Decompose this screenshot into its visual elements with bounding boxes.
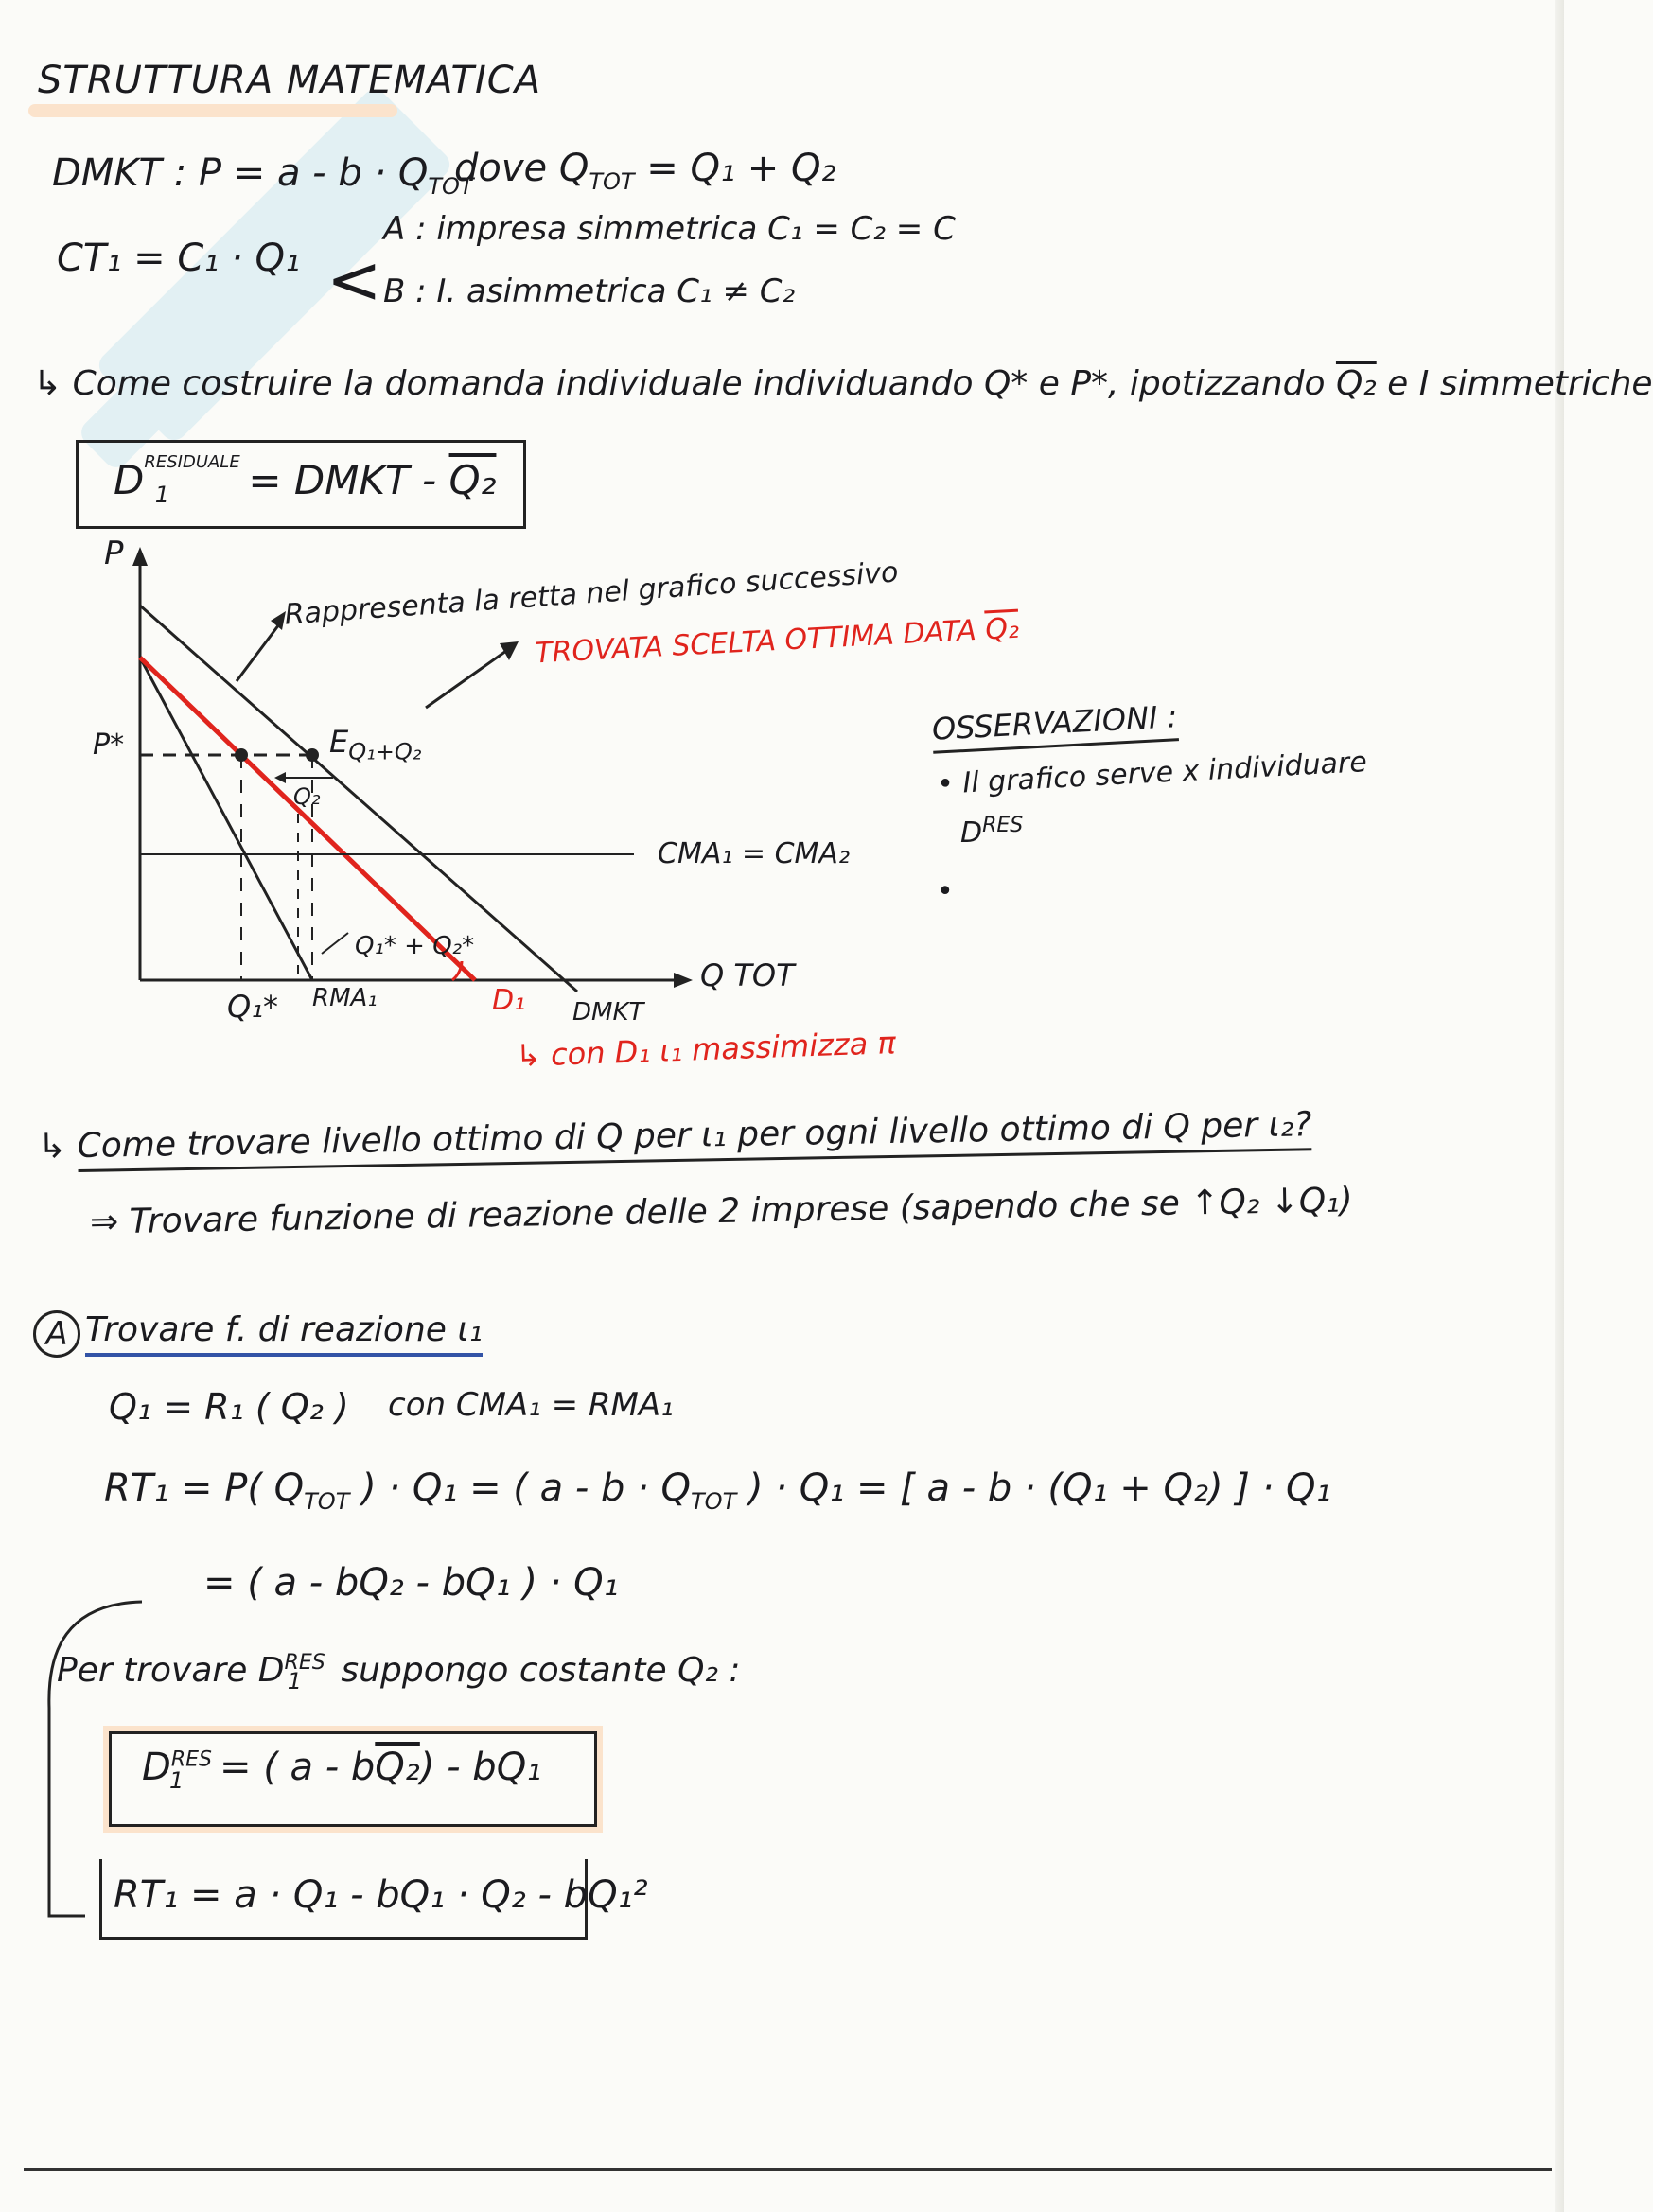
residual-demand-note: Per trovare $DRES_1$ suppongo costante Q₂ : [57, 1651, 741, 1695]
observation-2: • [937, 875, 954, 908]
cma-label: CMA₁ = CMA₂ [658, 837, 850, 870]
d1-maximizes-note: ↳ con D₁ ι₁ massimizza π [515, 1025, 897, 1074]
case-b: B : I. asimmetrica C₁ ≠ C₂ [383, 272, 796, 310]
axis-p-label: P [104, 535, 124, 572]
p-star-label: P* [93, 729, 125, 762]
rma1-line [140, 658, 312, 980]
residual-demand-formula-2: $DRES_1$ = ( a - bQ₂) - bQ₁ [142, 1746, 542, 1794]
how-to-build-demand: ↳ Come costruire la domanda individuale individuando Q* e P*, ipotizzando Q₂ e I simmetriche [33, 364, 1653, 403]
point-q1 [235, 748, 248, 762]
q1-star-label: Q₁* [227, 989, 279, 1025]
how-to-find-optimum: ↳ Come trovare livello ottimo di Q per ι₁ per ogni livello ottimo di Q per ι₂? [38, 1105, 1312, 1166]
q-sum-arrow [322, 933, 348, 954]
total-revenue-eq: RT₁ = P( $Q_{TOT}$ ) · Q₁ = ( $a - b \cdot Q_{TOT}$ ) · Q₁ = [ a - b · (Q₁ + Q₂) ] · Q₁ [104, 1466, 1331, 1515]
d1-label: D₁ [492, 984, 526, 1017]
trovata-note: TROVATA SCELTA OTTIMA DATA Q₂ [534, 611, 1020, 671]
demand-market-equation: DMKT : $P = a - b \cdot Q_{TOT}$ [52, 151, 474, 200]
section-a-marker: A [33, 1310, 80, 1358]
observations-title: OSSERVAZIONI : [931, 698, 1179, 754]
bracket-symbol: < [326, 241, 382, 319]
scan-edge [1555, 0, 1564, 2212]
x-axis-arrow [674, 973, 693, 988]
observation-1: • Il grafico serve x individuare [936, 746, 1368, 801]
equilibrium-label: $E_{Q_1+Q_2}$ [329, 724, 422, 765]
rma1-label: RMA₁ [312, 984, 378, 1012]
trovata-arrow [426, 651, 506, 708]
case-a: A : impresa simmetrica C₁ = C₂ = C [383, 210, 956, 248]
section-a-title: Trovare f. di reazione ι₁ [85, 1310, 483, 1357]
dmkt-label: DMKT [572, 998, 644, 1027]
axis-q-label: Q TOT [700, 957, 795, 993]
total-revenue-expanded: = ( a - bQ₂ - bQ₁ ) · Q₁ [203, 1561, 619, 1605]
q2-bar-label: Q₂ [293, 783, 321, 810]
bottom-rule [24, 2168, 1552, 2171]
title-highlight [28, 104, 397, 117]
revenue-formula: RT₁ = a · Q₁ - bQ₁ · Q₂ - bQ₁² [114, 1873, 648, 1917]
page-title: STRUTTURA MATEMATICA [38, 59, 542, 102]
cma-rma-condition: con CMA₁ = RMA₁ [388, 1386, 674, 1424]
cost-equation: CT₁ = C₁ · Q₁ [57, 237, 300, 280]
rappresenta-arrow [237, 624, 279, 681]
y-axis-arrow [132, 547, 148, 566]
rappresenta-note: Rappresenta la retta nel grafico successivo [283, 555, 900, 632]
point-e [306, 748, 319, 762]
reaction-function-note: ⇒ Trovare funzione di reazione delle 2 imprese (sapendo che se ↑Q₂ ↓Q₁) [89, 1181, 1353, 1242]
reaction-function-eq: Q₁ = R₁ ( Q₂ ) [109, 1386, 349, 1428]
q-sum-label: Q₁* + Q₂* [355, 932, 475, 960]
qtot-definition: dove $Q_{TOT} = Q_1 + Q_2$ [454, 147, 836, 195]
observation-1-symbol: DRES [960, 814, 1024, 850]
residual-demand-formula: $D^{RESIDUALE}_1$ = DMKT - Q₂ [114, 452, 497, 509]
